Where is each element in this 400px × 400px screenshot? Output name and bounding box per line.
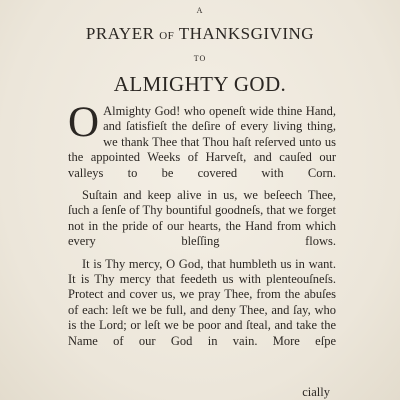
paragraph-1-text: Almighty God! who openeſt wide thine Hand, and ſatisfieſt the deſire of every living thing, we thank Thee that Thou haſt reſerved unto us the appointed Weeks of Harveſt, and cauſed our valleys to be covered with Corn. <box>68 104 336 180</box>
prayer-body <box>68 99 336 356</box>
title-line-1 <box>0 24 400 44</box>
page-title: ALMIGHTY GOD. <box>113 72 287 96</box>
paragraph-1 <box>68 99 336 181</box>
catchword: cially <box>302 385 330 399</box>
title-of: OF <box>159 30 175 42</box>
title-thanksgiving: THANKSGIVING <box>174 24 315 43</box>
paragraph-2-text: Suſtain and keep alive in us, we beſeech Thee, ſuch a ſenſe of Thy bountiful goodneſs, that we forget not in the pride of our hearts, the Hand from which every bleſſing flows. <box>68 188 336 249</box>
paragraph-3-text: It is Thy mercy, O God, that humbleth us in want. It is Thy mercy that feedeth us with plenteouſneſs. Protect and cover us, we pray Thee, from the abuſes of each: leſt we be full, and deny Thee, and ſay, who is the Lord; or leſt we be poor and ſteal, and take the Name of our God in vain. More eſpe <box>68 256 336 348</box>
heading-article: A <box>196 6 204 15</box>
title-prayer: PRAYER <box>85 24 160 43</box>
drop-cap: O <box>68 99 100 146</box>
paragraph-3 <box>68 257 336 349</box>
heading-to: TO <box>193 54 207 63</box>
paragraph-2 <box>68 188 336 250</box>
